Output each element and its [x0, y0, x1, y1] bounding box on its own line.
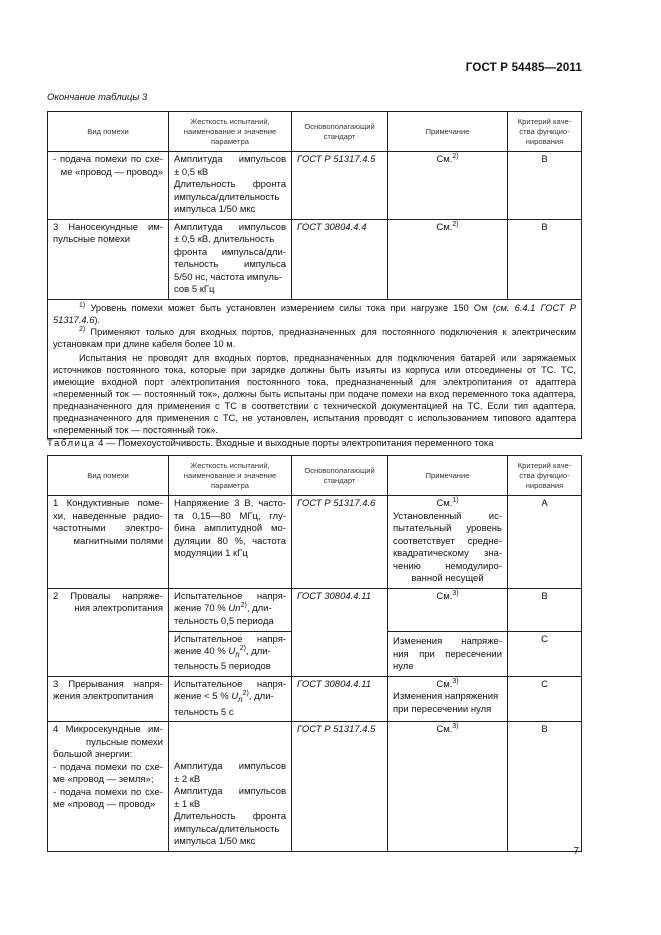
note-cell: См.$^{3)}$	[388, 588, 508, 631]
note-cell: См.$^{3)}$ Изменения напряжения при пересечении нуля	[388, 676, 508, 721]
table-row	[48, 676, 582, 721]
criterion-cell: C	[508, 631, 582, 676]
footnote-1: $^{1)}$ Уровень помехи может быть установлен измерением силы тока при нагрузке 150 Ом (см. 6.4.1 ГОСТ Р 51317.4.6).	[53, 301, 576, 325]
note-cell: См.$^{3)}$	[388, 722, 508, 852]
criterion-cell: B	[508, 722, 582, 852]
standard-cell: ГОСТ Р 51317.4.5	[292, 722, 388, 852]
table-4	[47, 455, 582, 852]
col-note-header: Примечание	[388, 456, 508, 496]
standard-cell: ГОСТ Р 51317.4.6	[292, 496, 388, 589]
severity-cell: Амплитуда импульсов ± 0,5 кВ, длительность фронта импульса/дли- тельность импульса 5/50 нс, частота импуль- сов 5 кГц	[169, 219, 292, 299]
col-severity-header: Жесткость испытаний, наименование и значение параметра	[169, 112, 292, 152]
table-row	[48, 152, 582, 220]
col-standard-header: Основополагающий стандарт	[292, 112, 388, 152]
interference-cell: 3 Наносекундные им- пульсные помехи	[48, 219, 169, 299]
criterion-cell: B	[508, 152, 582, 220]
table-header-row	[48, 456, 582, 496]
severity-cell: Напряжение 3 В, часто- та 0,15—80 МГц, глу- бина амплитудной мо- дуляции 80 %, частота модуляции 1 кГц	[169, 496, 292, 589]
table-3	[47, 111, 582, 439]
note-cell: См.$^{1)}$ Установленный ис- пытательный уровень соответствует средне- квадратическому зна- чению немодулиро- ванной несущей	[388, 496, 508, 589]
table-row	[48, 588, 582, 631]
criterion-cell: C	[508, 676, 582, 721]
footnote-2-continuation: Испытания не проводят для входных портов, предназначенных для подключения батарей или заряжаемых источников постоянного тока, которые при зарядке должны быть изъяты из корпуса или отсоединены от ТС. ТС, имеющие входной порт электропитания постоянного тока, предназначенный для электропитания от адаптера «переменный ток — постоянный ток», должны быть испытаны при подаче помехи на вход переменного тока адаптера, предназначенного для применения с ТС в соответствии с технической документацией на ТС. Если тип адаптера, предназначенного для применения с ТС, не установлен, испытания проводят с использованием типового адаптера «переменный ток — постоянный ток».	[53, 352, 576, 435]
severity-cell: Испытательное напря- жение < 5 % $U_n^{2)}$, дли- тельность 5 с	[169, 676, 292, 721]
interference-cell: 2 Провалы напряже- ния электропитания	[48, 588, 169, 676]
note-cell: См.$^{2)}$	[388, 152, 508, 220]
interference-cell: 3 Прерывания напря- жения электропитания	[48, 676, 169, 721]
severity-cell: Испытательное напря- жение 70 % Un$^{2)}$, дли- тельность 0,5 периода	[169, 588, 292, 631]
col-standard-header: Основополагающий стандарт	[292, 456, 388, 496]
col-criterion-header: Критерий каче- ства функцио- нирования	[508, 112, 582, 152]
footnote-2: $^{2)}$ Применяют только для входных портов, предназначенных для постоянного подключения к электрическим установкам при длине кабеля более 10 м.	[53, 325, 576, 349]
note-cell: Изменения напряже- ния при пересечении нуле	[388, 631, 508, 676]
standard-cell: ГОСТ Р 51317.4.5	[292, 152, 388, 220]
table4-caption: Таблица 4 — Помехоустойчивость. Входные и выходные порты электропитания переменного тока	[47, 438, 494, 449]
note-cell: См.$^{2)}$	[388, 219, 508, 299]
table-header-row	[48, 112, 582, 152]
table-row	[48, 722, 582, 852]
severity-cell: Амплитуда импульсов ± 0,5 кВ Длительность фронта импульса/длительность импульса 1/50 мкс	[169, 152, 292, 220]
table-row	[48, 496, 582, 589]
table-notes	[48, 299, 582, 438]
severity-cell: Амплитуда импульсов ± 2 кВ Амплитуда импульсов ± 1 кВ Длительность фронта импульса/длительность импульса 1/50 мкс	[169, 722, 292, 852]
table-row	[48, 219, 582, 299]
table-notes-row	[48, 299, 582, 438]
col-severity-header: Жесткость испытаний, наименование и значение параметра	[169, 456, 292, 496]
standard-cell: ГОСТ 30804.4.4	[292, 219, 388, 299]
col-interference-header: Вид помехи	[48, 456, 169, 496]
standard-code: ГОСТ Р 54485—2011	[465, 62, 582, 74]
criterion-cell: A	[508, 496, 582, 589]
criterion-cell: B	[508, 219, 582, 299]
interference-cell: 4 Микросекундные им- пульсные помехи большой энергии: - подача помехи по схе- ме «провод — земля»; - подача помехи по схе- ме «провод — провод»	[48, 722, 169, 852]
col-note-header: Примечание	[388, 112, 508, 152]
table3-continuation-caption: Окончание таблицы 3	[47, 92, 148, 103]
standard-cell: ГОСТ 30804.4.11	[292, 588, 388, 676]
interference-cell: 1 Кондуктивные поме- хи, наведенные радио- частотными электро- магнитными полями	[48, 496, 169, 589]
standard-cell: ГОСТ 30804.4.11	[292, 676, 388, 721]
severity-cell: Испытательное напря- жение 40 % $U_n^{2)}$, дли- тельность 5 периодов	[169, 631, 292, 676]
criterion-cell: B	[508, 588, 582, 631]
col-criterion-header: Критерий каче- ства функцио- нирования	[508, 456, 582, 496]
col-interference-header: Вид помехи	[48, 112, 169, 152]
page-number: 7	[573, 846, 579, 857]
interference-cell: - подача помехи по схе- ме «провод — провод»	[48, 152, 169, 220]
